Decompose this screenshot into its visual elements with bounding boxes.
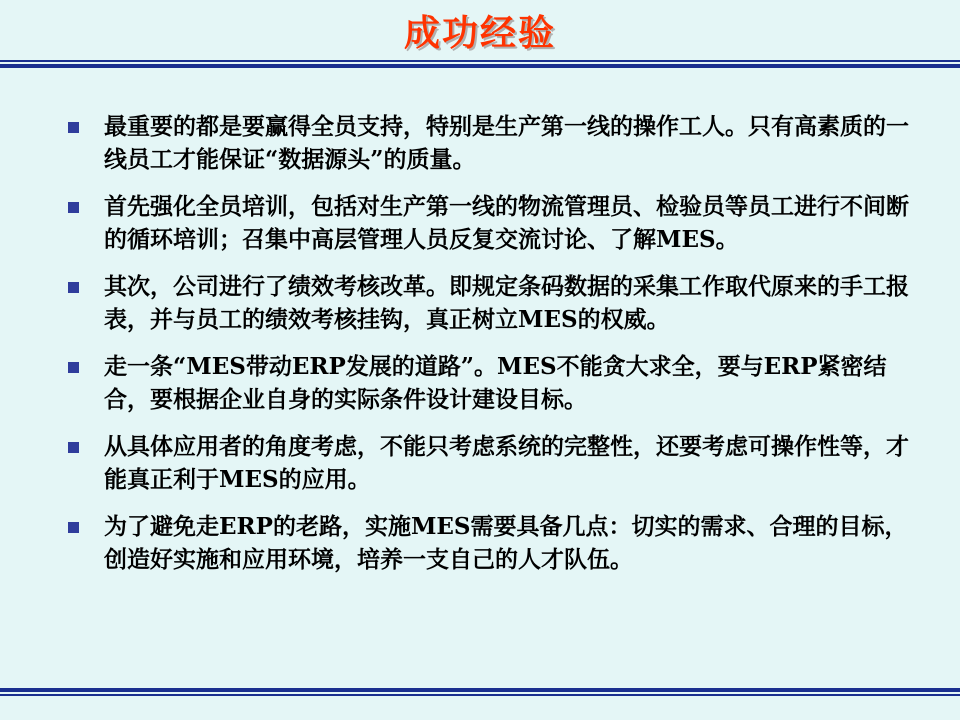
bullet-text: 最重要的都是要赢得全员支持，特别是生产第一线的操作工人。只有高素质的一线员工才能保证“数据源头”的质量。 (104, 113, 909, 173)
bullet-text: 首先强化全员培训，包括对生产第一线的物流管理员、检验员等员工进行不间断的循环培训；召集中高层管理人员反复交流讨论、了解MES。 (104, 193, 909, 253)
bottom-rule-thin (0, 694, 960, 696)
square-bullet-icon (68, 202, 79, 213)
bullet-item (66, 110, 916, 176)
top-rule-thick (0, 64, 960, 68)
square-bullet-icon (68, 522, 79, 533)
top-rule-thin (0, 60, 960, 62)
bottom-rule-thick (0, 688, 960, 692)
bullet-item (66, 190, 916, 256)
square-bullet-icon (68, 282, 79, 293)
bullet-list (66, 110, 916, 590)
bullet-item (66, 430, 916, 496)
bullet-text: 其次，公司进行了绩效考核改革。即规定条码数据的采集工作取代原来的手工报表，并与员工的绩效考核挂钩，真正树立MES的权威。 (104, 273, 909, 333)
square-bullet-icon (68, 442, 79, 453)
bullet-text: 从具体应用者的角度考虑，不能只考虑系统的完整性，还要考虑可操作性等，才能真正利于MES的应用。 (104, 433, 909, 493)
bullet-text: 走一条“MES带动ERP发展的道路”。MES不能贪大求全，要与ERP紧密结合，要根据企业自身的实际条件设计建设目标。 (104, 353, 887, 413)
bullet-item (66, 270, 916, 336)
square-bullet-icon (68, 122, 79, 133)
bullet-item (66, 510, 916, 576)
bullet-text: 为了避免走ERP的老路，实施MES需要具备几点：切实的需求、合理的目标，创造好实施和应用环境，培养一支自己的人才队伍。 (104, 513, 908, 573)
bullet-item (66, 350, 916, 416)
square-bullet-icon (68, 362, 79, 373)
slide-title: 成功经验 (403, 13, 556, 54)
